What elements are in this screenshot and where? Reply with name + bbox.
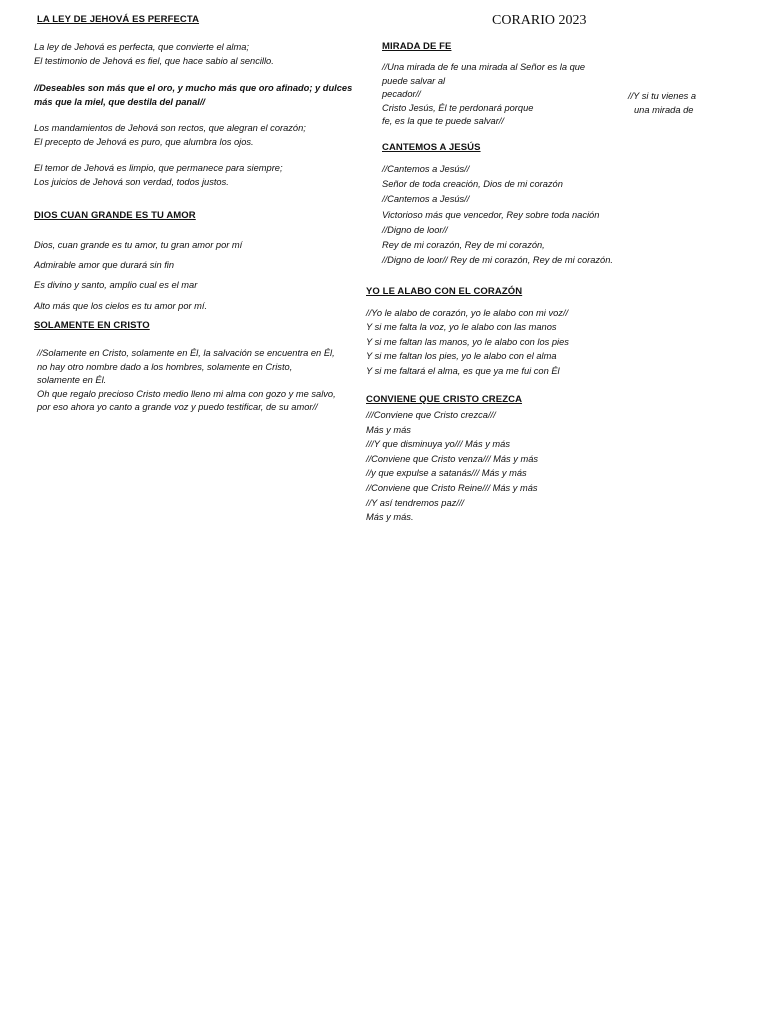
cantemos-lyrics — [382, 162, 613, 268]
lyric-line: puede salvar al — [382, 75, 446, 86]
heading-solamente-en-cristo: SOLAMENTE EN CRISTO — [34, 320, 150, 331]
heading-dios-cuan-grande: DIOS CUAN GRANDE ES TU AMOR — [34, 210, 196, 221]
lyric-line: ///Conviene que Cristo crezca/// — [366, 410, 496, 420]
lyric-line: Oh que regalo precioso Cristo medio lleno mi alma con gozo y me salvo, — [37, 388, 336, 399]
ley-stanza-1 — [34, 41, 274, 68]
lyric-line: //Cantemos a Jesús// — [382, 164, 470, 174]
lyric-line: por eso ahora yo canto a grande voz y puedo testificar, de su amor// — [37, 402, 318, 413]
lyric-line: //Solamente en Cristo, solamente en Él, la salvación se encuentra en Él, — [37, 348, 335, 358]
lyric-line: Victorioso más que vencedor, Rey sobre toda nación — [382, 209, 600, 220]
heading-cantemos-a-jesus: CANTEMOS A JESÚS — [382, 142, 481, 153]
ley-stanza-3 — [34, 162, 283, 189]
lyric-line: más que la miel, que destila del panal// — [34, 96, 206, 107]
mirada-lyrics — [382, 61, 585, 129]
lyric-side-line: una mirada de — [634, 105, 694, 115]
lyric-line: Señor de toda creación, Dios de mi corazón — [382, 179, 563, 190]
lyric-line: fe, es la que te puede salvar// — [382, 116, 504, 127]
lyric-side-line: //Y si tu vienes a — [628, 91, 697, 101]
lyric-line: //y que expulse a satanás/// Más y más — [366, 468, 527, 479]
lyric-line: Los juicios de Jehová son verdad, todos justos. — [34, 176, 229, 187]
lyric-line: //Conviene que Cristo venza/// Más y más — [366, 453, 539, 464]
heading-mirada-de-fe: MIRADA DE FE — [382, 41, 452, 52]
lyric-line: //Yo le alabo de corazón, yo le alabo con mi voz// — [366, 308, 569, 318]
lyric-line: //Una mirada de fe una mirada al Señor es la que — [382, 62, 586, 72]
heading-conviene: CONVIENE QUE CRISTO CREZCA — [366, 394, 523, 405]
lyric-line: //Y así tendremos paz/// — [366, 497, 465, 508]
lyric-line: Dios, cuan grande es tu amor, tu gran amor por mí — [34, 240, 243, 250]
lyric-line: Más y más — [366, 424, 411, 435]
lyric-line: //Conviene que Cristo Reine/// Más y más — [366, 482, 538, 493]
lyric-line: Es divino y santo, amplio cual es el mar — [34, 280, 198, 290]
page-title: CORARIO 2023 — [492, 13, 587, 28]
lyric-line: //Cantemos a Jesús// — [382, 194, 470, 205]
lyric-line: Los mandamientos de Jehová son rectos, que alegran el corazón; — [34, 123, 306, 133]
lyric-line: El precepto de Jehová es puro, que alumbra los ojos. — [34, 136, 254, 147]
heading-ley-de-jehova: LA LEY DE JEHOVÁ ES PERFECTA — [37, 14, 200, 25]
lyric-line: //Digno de loor// — [382, 224, 448, 235]
lyric-line: Y si me faltan las manos, yo le alabo con los pies — [366, 336, 569, 347]
yo-le-alabo-lyrics — [366, 306, 569, 378]
lyric-line: //Deseables son más que el oro, y mucho más que oro afinado; y dulces — [34, 83, 353, 93]
lyric-line: El testimonio de Jehová es fiel, que hace sabio al sencillo. — [34, 55, 274, 66]
lyric-line: Y si me faltan los pies, yo le alabo con el alma — [366, 351, 557, 362]
lyric-line: solamente en Él. — [37, 375, 107, 386]
conviene-lyrics — [366, 408, 538, 525]
lyric-line: Alto más que los cielos es tu amor por mí. — [34, 301, 208, 311]
ley-stanza-2 — [34, 122, 306, 149]
lyric-line: Cristo Jesús, Él te perdonará porque — [382, 102, 534, 113]
solamente-lyrics — [37, 347, 336, 415]
lyric-line: ///Y que disminuya yo/// Más y más — [366, 439, 510, 450]
lyric-line: Y si me faltará el alma, es que ya me fui con Él — [366, 365, 560, 376]
heading-yo-le-alabo: YO LE ALABO CON EL CORAZÓN — [366, 286, 523, 297]
lyric-line: Rey de mi corazón, Rey de mi corazón, — [382, 240, 545, 251]
lyric-line: //Digno de loor// Rey de mi corazón, Rey de mi corazón. — [382, 255, 613, 266]
lyric-line: Y si me falta la voz, yo le alabo con las manos — [366, 322, 557, 333]
ley-chorus — [34, 82, 352, 109]
lyric-line: Admirable amor que durará sin fin — [34, 260, 175, 270]
lyric-line: El temor de Jehová es limpio, que permanece para siempre; — [34, 163, 283, 173]
lyric-line: Más y más. — [366, 512, 414, 523]
lyric-line: no hay otro nombre dado a los hombres, solamente en Cristo, — [37, 361, 293, 372]
lyric-line: pecador// — [382, 89, 421, 100]
lyric-line: La ley de Jehová es perfecta, que convierte el alma; — [34, 42, 249, 52]
